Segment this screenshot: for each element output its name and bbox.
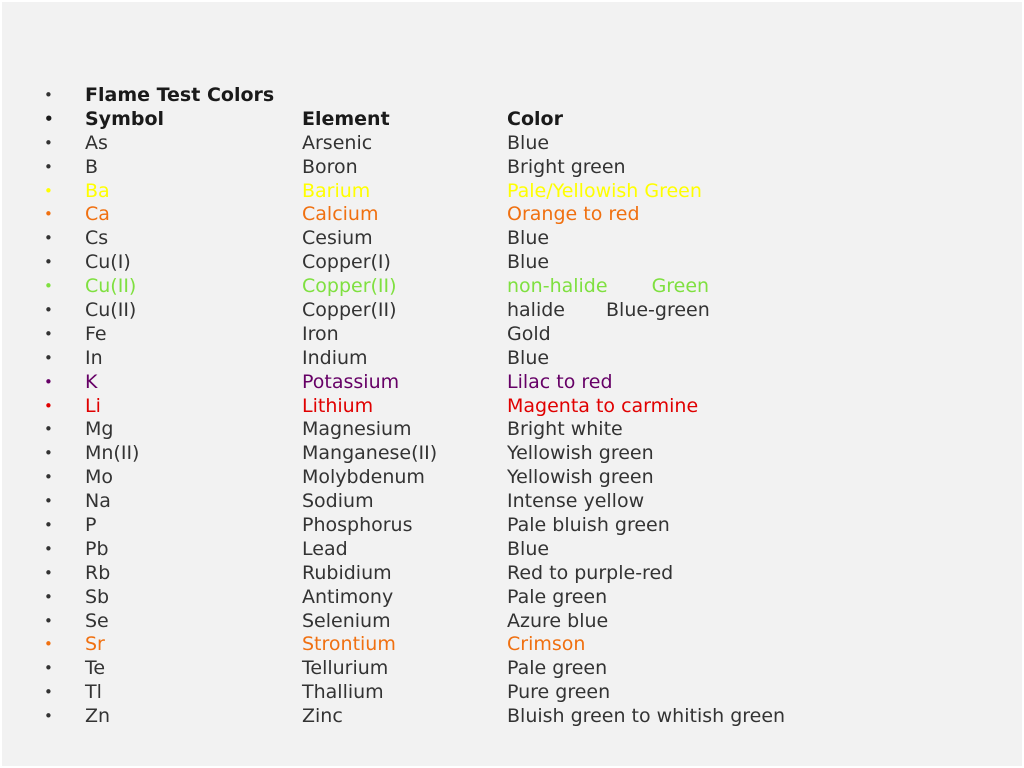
list-item-barium (2, 180, 1022, 204)
element-cell: Phosphorus (302, 514, 413, 537)
list-item-magnesium (2, 418, 1022, 442)
symbol-cell: Tl (85, 681, 102, 704)
symbol-cell: Zn (85, 705, 111, 728)
list-title: Flame Test Colors (85, 84, 275, 106)
color-cell: Pale green (507, 585, 608, 608)
symbol-cell: Sb (85, 585, 110, 608)
list-item-boron (2, 156, 1022, 180)
bullet: • (44, 492, 53, 511)
symbol-cell: B (85, 155, 99, 178)
color-cell: Pale/Yellowish Green (507, 179, 702, 202)
header-row (2, 108, 1022, 132)
list-item-sodium (2, 490, 1022, 514)
color-condition: halide (507, 299, 565, 322)
bullet: • (44, 86, 53, 104)
element-cell: Molybdenum (302, 466, 425, 489)
list-item-copper-i (2, 251, 1022, 275)
bullet: • (44, 157, 53, 176)
color-cell: Gold (507, 322, 551, 345)
symbol-cell: Cu(II) (85, 299, 137, 322)
color-value: Green (651, 275, 710, 298)
color-cell: Intense yellow (507, 490, 645, 513)
color-cell: Pale bluish green (507, 514, 670, 537)
element-cell: Manganese(II) (302, 442, 438, 465)
bullet: • (44, 205, 53, 224)
symbol-cell: Te (85, 657, 106, 680)
color-cell: Pale green (507, 657, 608, 680)
list-item-selenium (2, 610, 1022, 634)
color-cell: Yellowish green (507, 466, 654, 489)
symbol-cell: Sr (85, 633, 105, 656)
color-condition: non-halide (507, 275, 608, 298)
color-cell: Lilac to red (507, 370, 613, 393)
color-cell: Blue (507, 131, 550, 154)
symbol-cell: Mn(II) (85, 442, 140, 465)
bullet: • (44, 301, 53, 320)
bullet: • (44, 468, 53, 487)
color-cell: Yellowish green (507, 442, 654, 465)
symbol-cell: As (85, 131, 108, 154)
element-cell: Strontium (302, 633, 396, 656)
list-item-rubidium (2, 562, 1022, 586)
element-cell: Zinc (302, 705, 343, 728)
bullet: • (44, 611, 53, 630)
list-item-copper-ii-halide (2, 299, 1022, 323)
element-cell: Tellurium (302, 657, 389, 680)
element-cell: Magnesium (302, 418, 412, 441)
symbol-cell: Cu(I) (85, 251, 131, 274)
color-cell: Pure green (507, 681, 611, 704)
bullet: • (44, 659, 53, 678)
symbol-cell: K (85, 370, 98, 393)
element-cell: Cesium (302, 227, 373, 250)
bullet: • (44, 707, 53, 726)
element-cell: Arsenic (302, 131, 373, 154)
symbol-cell: Ba (85, 179, 110, 202)
bullet: • (44, 348, 53, 367)
color-value: Blue-green (606, 299, 710, 322)
symbol-cell: Cu(II) (85, 275, 137, 298)
bullet: • (44, 683, 53, 702)
element-cell: Copper(II) (302, 275, 397, 298)
list-item-strontium (2, 633, 1022, 657)
symbol-cell: Mo (85, 466, 114, 489)
color-cell: Blue (507, 227, 550, 250)
bullet-list (2, 84, 1022, 729)
bullet: • (44, 181, 53, 200)
color-cell (507, 299, 710, 323)
symbol-cell: Mg (85, 418, 114, 441)
color-cell: Bright green (507, 155, 626, 178)
list-item-potassium (2, 371, 1022, 395)
symbol-cell: Fe (85, 322, 107, 345)
list-item-phosphorus (2, 514, 1022, 538)
bullet: • (44, 635, 53, 654)
symbol-cell: Se (85, 609, 109, 632)
symbol-cell: Cs (85, 227, 109, 250)
bullet: • (44, 444, 53, 463)
element-cell: Lead (302, 537, 348, 560)
element-cell: Lithium (302, 394, 374, 417)
element-cell: Rubidium (302, 561, 392, 584)
color-cell: Magenta to carmine (507, 394, 699, 417)
bullet: • (44, 253, 53, 272)
element-cell: Potassium (302, 370, 400, 393)
header-symbol: Symbol (85, 107, 165, 130)
element-cell: Calcium (302, 203, 379, 226)
header-element: Element (302, 107, 390, 130)
color-cell: Blue (507, 537, 550, 560)
element-cell: Copper(II) (302, 299, 397, 322)
list-item-calcium (2, 203, 1022, 227)
element-cell: Barium (302, 179, 371, 202)
element-cell: Boron (302, 155, 358, 178)
color-cell: Blue (507, 346, 550, 369)
color-cell: Red to purple-red (507, 561, 674, 584)
bullet: • (44, 539, 53, 558)
element-cell: Indium (302, 346, 368, 369)
symbol-cell: In (85, 346, 103, 369)
slide (2, 2, 1022, 766)
bullet: • (44, 229, 53, 248)
element-cell: Sodium (302, 490, 374, 513)
element-cell: Selenium (302, 609, 391, 632)
bullet: • (44, 420, 53, 439)
list-title-row (2, 84, 1022, 108)
symbol-cell: P (85, 514, 97, 537)
list-item-arsenic (2, 132, 1022, 156)
color-cell: Bluish green to whitish green (507, 705, 786, 728)
bullet: • (44, 587, 53, 606)
color-cell: Crimson (507, 633, 586, 656)
symbol-cell: Ca (85, 203, 110, 226)
element-cell: Antimony (302, 585, 394, 608)
list-item-manganese-ii (2, 442, 1022, 466)
header-color: Color (507, 107, 563, 130)
list-item-lead (2, 538, 1022, 562)
color-cell (507, 275, 709, 299)
symbol-cell: Na (85, 490, 111, 513)
symbol-cell: Li (85, 394, 101, 417)
bullet: • (44, 563, 53, 582)
bullet: • (44, 516, 53, 535)
bullet: • (44, 396, 53, 415)
color-cell: Blue (507, 251, 550, 274)
bullet: • (44, 324, 53, 343)
symbol-cell: Rb (85, 561, 111, 584)
list-item-thallium (2, 681, 1022, 705)
list-item-tellurium (2, 657, 1022, 681)
bullet: • (44, 277, 53, 296)
color-cell: Orange to red (507, 203, 640, 226)
bullet: • (44, 372, 53, 391)
bullet: • (44, 133, 53, 152)
element-cell: Copper(I) (302, 251, 391, 274)
list-item-lithium (2, 395, 1022, 419)
symbol-cell: Pb (85, 537, 109, 560)
color-cell: Azure blue (507, 609, 609, 632)
list-item-iron (2, 323, 1022, 347)
element-cell: Thallium (302, 681, 384, 704)
list-item-cesium (2, 227, 1022, 251)
element-cell: Iron (302, 322, 339, 345)
bullet: • (44, 109, 54, 128)
color-cell: Bright white (507, 418, 623, 441)
list-item-zinc (2, 705, 1022, 729)
list-item-molybdenum (2, 466, 1022, 490)
list-item-copper-ii-nonhalide (2, 275, 1022, 299)
list-item-antimony (2, 586, 1022, 610)
list-item-indium (2, 347, 1022, 371)
